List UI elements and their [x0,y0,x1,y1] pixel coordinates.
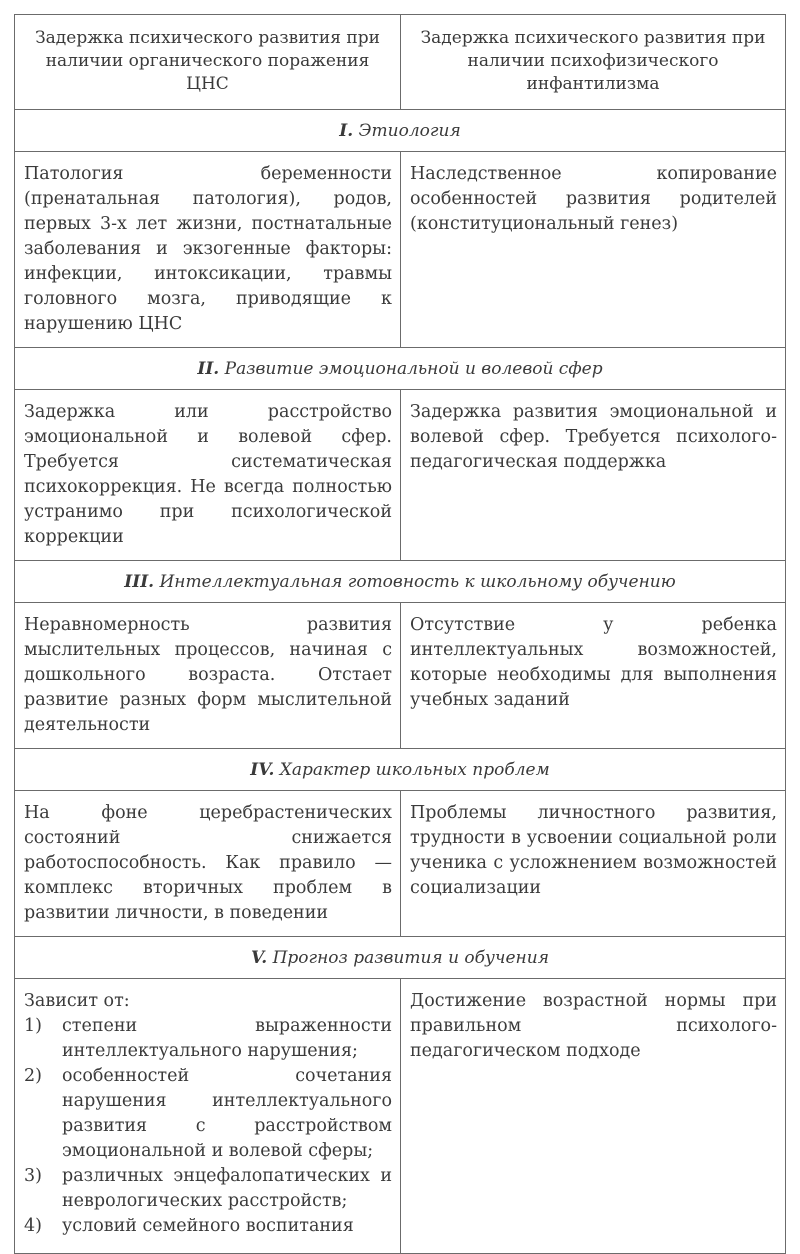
cell-infantilism: Достижение возрастной нормы при правильном психолого-педагогическом подходе [401,979,786,1254]
list-item-text: различных энцефалопатических и неврологических расстройств; [62,1166,392,1211]
table-header-row [15,15,786,110]
section-row-prognosis [15,937,786,979]
list-marker: 3) [24,1166,42,1186]
table-row [15,979,786,1254]
table-row [15,791,786,937]
cell-infantilism: Наследственное копирование особенностей развития родителей (конституциональный генез) [401,152,786,348]
section-label: Интеллектуальная готовность к школьному обучению [159,572,676,592]
section-number: III. [124,572,155,592]
section-row-school-problems [15,749,786,791]
section-label: Этиология [358,121,461,141]
section-label: Развитие эмоциональной и волевой сфер [224,359,603,379]
cell-infantilism: Проблемы личностного развития, трудности в усвоении социальной роли ученика с усложнением возможностей социализации [401,791,786,937]
list-intro: Зависит от: [24,991,130,1011]
factor-list [24,1014,392,1239]
list-item-text: особенностей сочетания нарушения интеллектуального развития с расстройством эмоциональной и волевой сферы; [62,1066,392,1161]
list-item-text: условий семейного воспитания [62,1216,354,1236]
cell-organic [15,979,401,1254]
section-number: II. [197,359,220,379]
header-col-infantilism: Задержка психического развития при наличии психофизического инфантилизма [401,15,786,110]
table-row [15,152,786,348]
section-title [15,348,786,390]
list-item-text: степени выраженности интеллектуального нарушения; [62,1016,392,1061]
section-number: I. [339,121,354,141]
table-row [15,603,786,749]
table-row [15,390,786,561]
section-number: V. [251,948,268,968]
section-title [15,749,786,791]
section-number: IV. [250,760,275,780]
cell-infantilism: Отсутствие у ребенка интеллектуальных возможностей, которые необходимы для выполнения учебных заданий [401,603,786,749]
section-label: Прогноз развития и обучения [272,948,549,968]
section-label: Характер школьных проблем [279,760,550,780]
section-title [15,937,786,979]
list-item [24,1064,392,1164]
list-marker: 1) [24,1016,42,1036]
cell-organic: Задержка или расстройство эмоциональной и волевой сфер. Требуется систематическая психокоррекция. Не всегда полностью устранимо при психологической коррекции [15,390,401,561]
cell-organic: Патология беременности (пренатальная патология), родов, первых 3-х лет жизни, постнатальные заболевания и экзогенные факторы: инфекции, интоксикации, травмы головного мозга, приводящие к нарушению ЦНС [15,152,401,348]
cell-organic: На фоне церебрастенических состояний снижается работоспособность. Как правило — комплекс вторичных проблем в развитии личности, в поведении [15,791,401,937]
section-row-etiology [15,110,786,152]
section-title [15,561,786,603]
cell-organic: Неравномерность развития мыслительных процессов, начиная с дошкольного возраста. Отстает развитие разных форм мыслительной деятельности [15,603,401,749]
list-item [24,1164,392,1214]
comparison-table [14,14,786,1254]
header-col-organic: Задержка психического развития при наличии органического поражения ЦНС [15,15,401,110]
section-row-emotional [15,348,786,390]
section-title [15,110,786,152]
section-row-intellectual [15,561,786,603]
list-marker: 2) [24,1066,42,1086]
list-marker: 4) [24,1216,42,1236]
list-item [24,1014,392,1064]
cell-infantilism: Задержка развития эмоциональной и волевой сфер. Требуется психолого-педагогическая поддержка [401,390,786,561]
list-item [24,1214,392,1239]
